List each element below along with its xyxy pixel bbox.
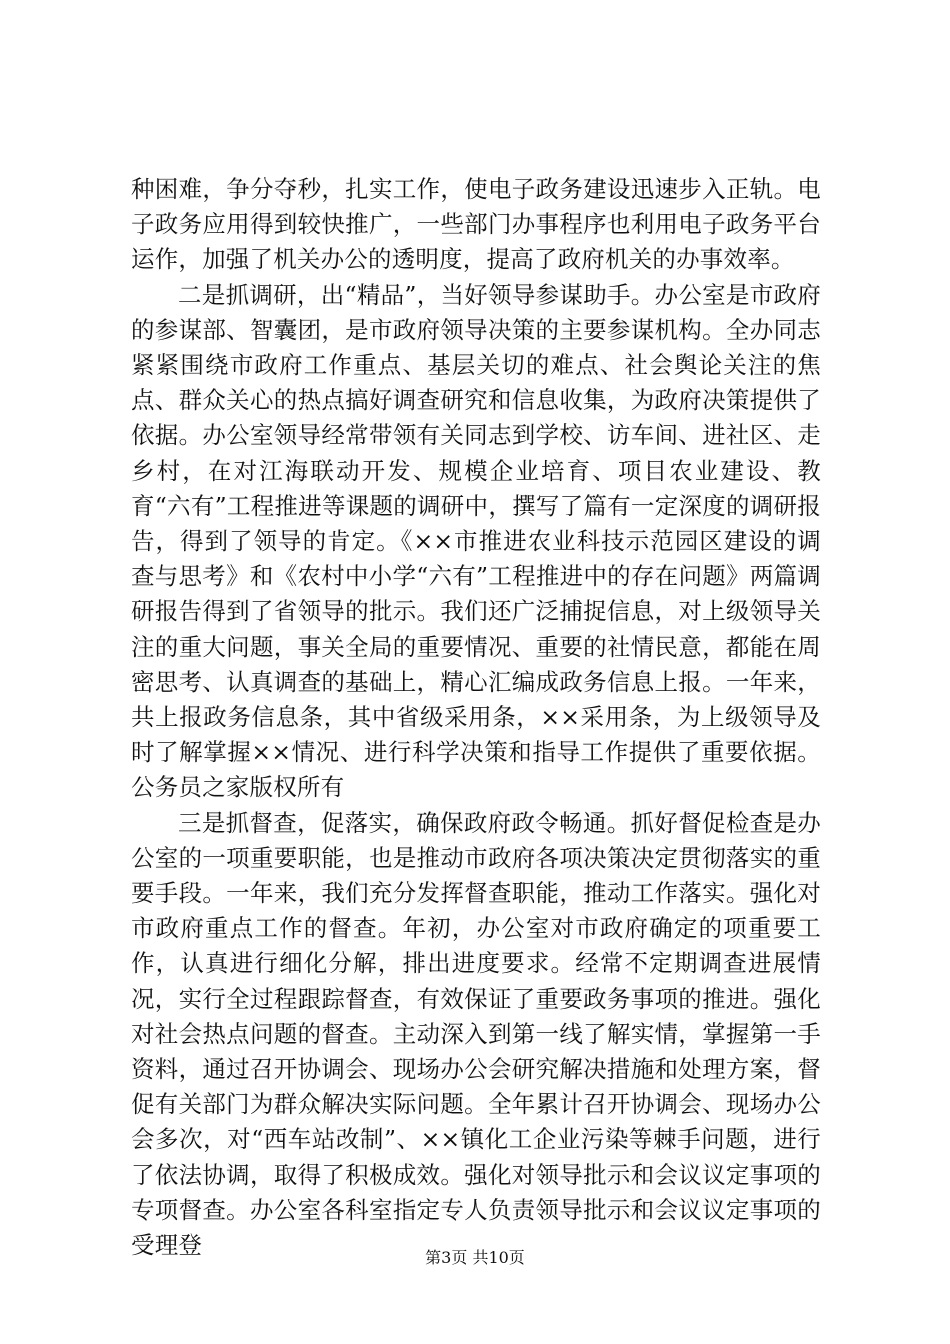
page-number-footer: 第3页 共10页 <box>425 1248 525 1267</box>
paragraph-1: 种困难，争分夺秒，扎实工作，使电子政务建设迅速步入正轨。电子政务应用得到较快推广，一些部门办事程序也利用电子政务平台运作，加强了机关办公的透明度，提高了政府机关的办事效率。 <box>131 175 821 274</box>
paragraph-2: 二是抓调研，出“精品”，当好领导参谋助手。办公室是市政府的参谋部、智囊团，是市政府领导决策的主要参谋机构。全办同志紧紧围绕市政府工作重点、基层关切的难点、社会舆论关注的焦点、群众关心的热点搞好调查研究和信息收集，为政府决策提供了依据。办公室领导经常带领有关同志到学校、访车间、进社区、走乡村，在对江海联动开发、规模企业培育、项目农业建设、教育“六有”工程推进等课题的调研中，撰写了篇有一定深度的调研报告，得到了领导的肯定。《××市推进农业科技示范园区建设的调查与思考》和《农村中小学“六有”工程推进中的存在问题》两篇调研报告得到了省领导的批示。我们还广泛捕捉信息，对上级领导关注的重大问题，事关全局的重要情况、重要的社情民意，都能在周密思考、认真调查的基础上，精心汇编成政务信息上报。一年来，共上报政务信息条，其中省级采用条，××采用条，为上级领导及时了解掌握××情况、进行科学决策和指导工作提供了重要依据。公务员之家版权所有 <box>131 280 821 802</box>
body-text <box>131 172 821 1263</box>
paragraph-3: 三是抓督查，促落实，确保政府政令畅通。抓好督促检查是办公室的一项重要职能，也是推动市政府各项决策决定贯彻落实的重要手段。一年来，我们充分发挥督查职能，推动工作落实。强化对市政府重点工作的督查。年初，办公室对市政府确定的项重要工作，认真进行细化分解，排出进度要求。经常不定期调查进展情况，实行全过程跟踪督查，有效保证了重要政务事项的推进。强化对社会热点问题的督查。主动深入到第一线了解实情，掌握第一手资料，通过召开协调会、现场办公会研究解决措施和处理方案，督促有关部门为群众解决实际问题。全年累计召开协调会、现场办公会多次，对“西车站改制”、××镇化工企业污染等棘手问题，进行了依法协调，取得了积极成效。强化对领导批示和会议议定事项的专项督查。办公室各科室指定专人负责领导批示和会议议定事项的受理登 <box>131 808 821 1260</box>
